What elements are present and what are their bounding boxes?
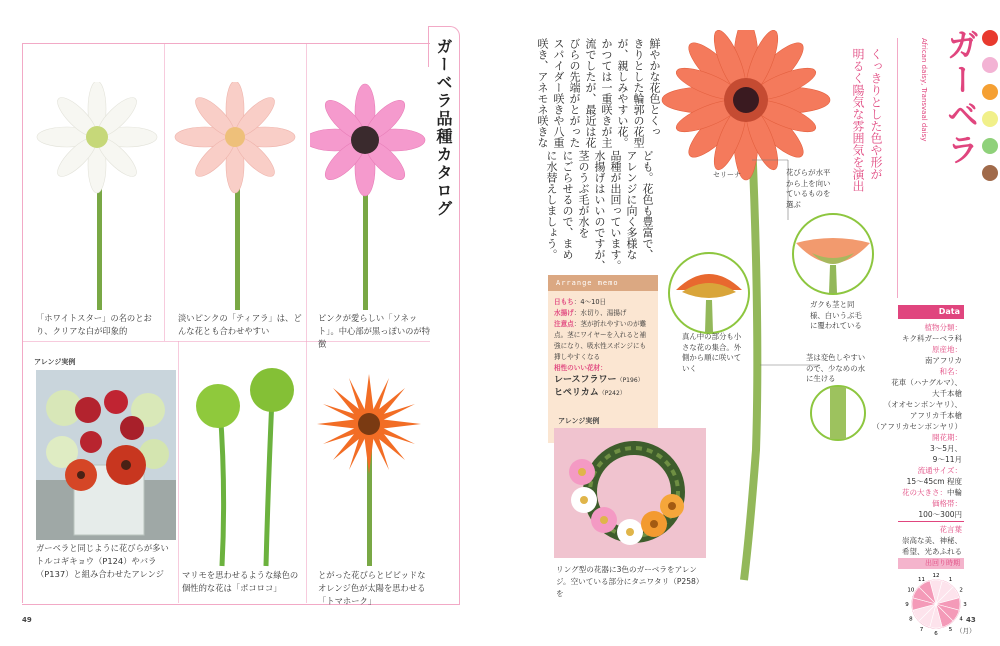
data-jpname-2: 大千本槍 [932, 389, 962, 398]
page-title: ガーベラ [942, 28, 980, 168]
intro-col-5: びらの先端がとがった [568, 38, 581, 148]
memo-keep-label: 日もち [554, 298, 574, 306]
annotation-center: 真ん中の部分も小さな花の集合。外側から順に咲いていく [682, 332, 742, 373]
clock-month-label: 4 [959, 616, 963, 623]
caption-sonnet: ピンクが愛らしい「ソネット」。中心部が黒っぽいのが特徴 [318, 313, 431, 349]
center-detail-photo [668, 252, 750, 334]
clock-month-label: 5 [948, 627, 953, 634]
data-price: 100～300円 [918, 510, 962, 519]
data-origin-label: 原産地： [932, 345, 962, 354]
white-star-photo [32, 82, 158, 312]
data-header: Data [898, 305, 964, 319]
data-flower-size-label: 花の大きさ： [902, 488, 947, 497]
memo-pair1-ref: （P196） [616, 377, 644, 384]
frame-right-line [459, 60, 460, 605]
tiara-photo [172, 82, 298, 312]
swatch-red [982, 30, 998, 46]
data-family-label: 植物分類： [924, 323, 962, 332]
page-number-left: 49 [22, 616, 32, 624]
annotation-stem: 茎は変色しやすいので、少なめの水に生ける [806, 353, 866, 383]
divider [178, 341, 179, 603]
memo-notes-value: ：茎が折れやすいのが難点。茎にワイヤーを入れると補強になり、吸水性スポンジにも挿しやすくなる [554, 320, 647, 361]
memo-water-value: ：水切り、湯揚げ [573, 309, 627, 317]
clock-sectors [912, 580, 960, 628]
data-family: キク科ガーベラ科 [902, 334, 962, 343]
swatch-green [982, 138, 998, 154]
clock-month-label: 12 [932, 573, 940, 579]
intro-col-10: 品種が出回っています。 [609, 150, 622, 271]
memo-notes-label: 注意点 [554, 320, 574, 328]
data-jpname-5: （アフリカセンボンヤリ） [872, 422, 962, 431]
intro-col-12: 茎のうぶ毛が水を [577, 150, 590, 238]
catchcopy-line-1: くっきりとした色や形が [869, 48, 883, 180]
data-origin: 南アフリカ [924, 356, 962, 365]
page-number-right: 43 [966, 616, 976, 624]
clock-month-label: 8 [909, 616, 913, 623]
catalog-title: ガーベラ品種カタログ [434, 38, 453, 218]
data-flower-size: 中輪 [947, 488, 962, 497]
divider [306, 341, 307, 603]
memo-water-label: 水揚げ [554, 309, 574, 317]
data-jpname-label: 和名： [939, 367, 962, 376]
data-season-2: 9～11月 [932, 455, 962, 464]
caption-tomahawk: とがった花びらとビビッドなオレンジ色が太陽を思わせる「トマホーク」 [318, 570, 426, 606]
memo-keep-value: ：4～10日 [573, 298, 607, 306]
intro-col-9: アレンジに向く多様な [625, 150, 638, 260]
arrange-label-left: アレンジ実例 [34, 358, 76, 366]
memo-pair-label: 相性のいい花材： [554, 364, 607, 372]
swatch-yellow [982, 111, 998, 127]
data-size: 15～45cm 程度 [906, 477, 962, 486]
intro-col-1: きりとした輪郭の花型 [632, 38, 645, 148]
color-swatches [982, 30, 998, 192]
arrange-label-right: アレンジ実例 [558, 417, 600, 425]
memo-pair2-ref: （P242） [598, 390, 626, 397]
caption-white-star: 「ホワイトスター」の名のとおり、クリアな白が印象的 [36, 313, 152, 336]
intro-col-13: にごらせるので、まめ [561, 150, 574, 260]
month-unit: （月） [956, 627, 976, 635]
english-name: African daisy, Transvaal daisy [920, 38, 928, 142]
memo-header: Arrange memo [548, 275, 658, 291]
intro-col-4: 流でしたが、最近は花 [584, 38, 597, 148]
pokoroko-photo [180, 368, 304, 568]
intro-col-8: ども。花色も豊富で、 [641, 150, 654, 260]
memo-pair1: レースフラワー [554, 375, 617, 385]
catchcopy-line-2: 明るく陽気な雰囲気を演出 [851, 48, 865, 192]
intro-col-0: 鮮やかな花色とくっ [648, 38, 661, 137]
tomahawk-photo [312, 368, 430, 568]
data-market-label: 出回り時期 [898, 558, 964, 569]
variety-label-serena: セリーナ [713, 171, 741, 179]
clock-month-label: 3 [963, 602, 967, 608]
frame-left-line [22, 43, 23, 603]
clock-month-label: 2 [959, 587, 963, 594]
caption-pokoroko: マリモを思わせるような緑色の個性的な花は「ポコロコ」 [182, 570, 299, 593]
clock-month-label: 9 [905, 602, 909, 608]
intro-col-7: 咲き、アネモネ咲きな [536, 38, 549, 148]
frame-top-line [22, 43, 430, 44]
caption-arrangement: ガーベラと同じように花びらが多いトルコギキョウ（P124）やバラ（P137）と組み合わせたアレンジ [36, 543, 169, 579]
swatch-brown [982, 165, 998, 181]
clock-month-label: 11 [918, 576, 925, 583]
data-jpname-1: 花車（ハナグルマ）、 [891, 378, 962, 387]
title-divider [897, 38, 898, 298]
stem-detail-photo [810, 385, 866, 441]
intro-text-continued [540, 150, 655, 270]
intro-col-6: スパイダー咲きや八重 [552, 38, 565, 148]
memo-pair2: ヒペリカム [554, 388, 599, 398]
data-jpname-3: （オオセンボンヤリ）、 [883, 400, 962, 409]
intro-col-2: が、親しみやすい花。 [616, 38, 629, 148]
sonnet-photo [310, 82, 436, 312]
clock-month-label: 6 [934, 631, 938, 636]
data-size-label: 流通サイズ： [917, 466, 962, 475]
data-divider [898, 521, 964, 522]
data-season-1: 3～5月、 [929, 444, 962, 453]
annotation-face: 花びらが水平から上を向いているものを選ぶ [786, 168, 831, 209]
data-language-2: 希望、光あふれる [902, 547, 962, 556]
arrangement-photo [36, 370, 176, 540]
divider [306, 43, 307, 341]
annotation-calyx: ガクも茎と同様、白いうぶ毛に覆われている [810, 300, 862, 330]
data-season-label: 開花期： [932, 433, 962, 442]
intro-col-11: 水揚げはいいのですが、 [593, 150, 606, 271]
data-jpname-4: アフリカ千本槍 [909, 411, 962, 420]
clock-month-label: 1 [948, 576, 953, 583]
data-language-1: 崇高な美、神秘、 [902, 536, 962, 545]
caption-tiara: 淡いピンクの「ティアラ」は、どんな花とも合わせやすい [178, 313, 302, 336]
data-price-label: 価格帯： [932, 499, 962, 508]
swatch-orange [982, 84, 998, 100]
divider [164, 43, 165, 341]
intro-col-14: に水替えしましょう。 [545, 150, 558, 260]
intro-col-3: かつては一重咲きが主 [600, 38, 613, 148]
caption-wreath: リング型の花器に3色のガーベラをアレンジ。空いている部分にタニワタリ（P258）を [556, 565, 704, 598]
clock-month-label: 7 [919, 627, 924, 634]
swatch-pink [982, 57, 998, 73]
clock-month-label: 10 [907, 587, 915, 594]
data-language-label: 花言葉 [939, 525, 962, 534]
